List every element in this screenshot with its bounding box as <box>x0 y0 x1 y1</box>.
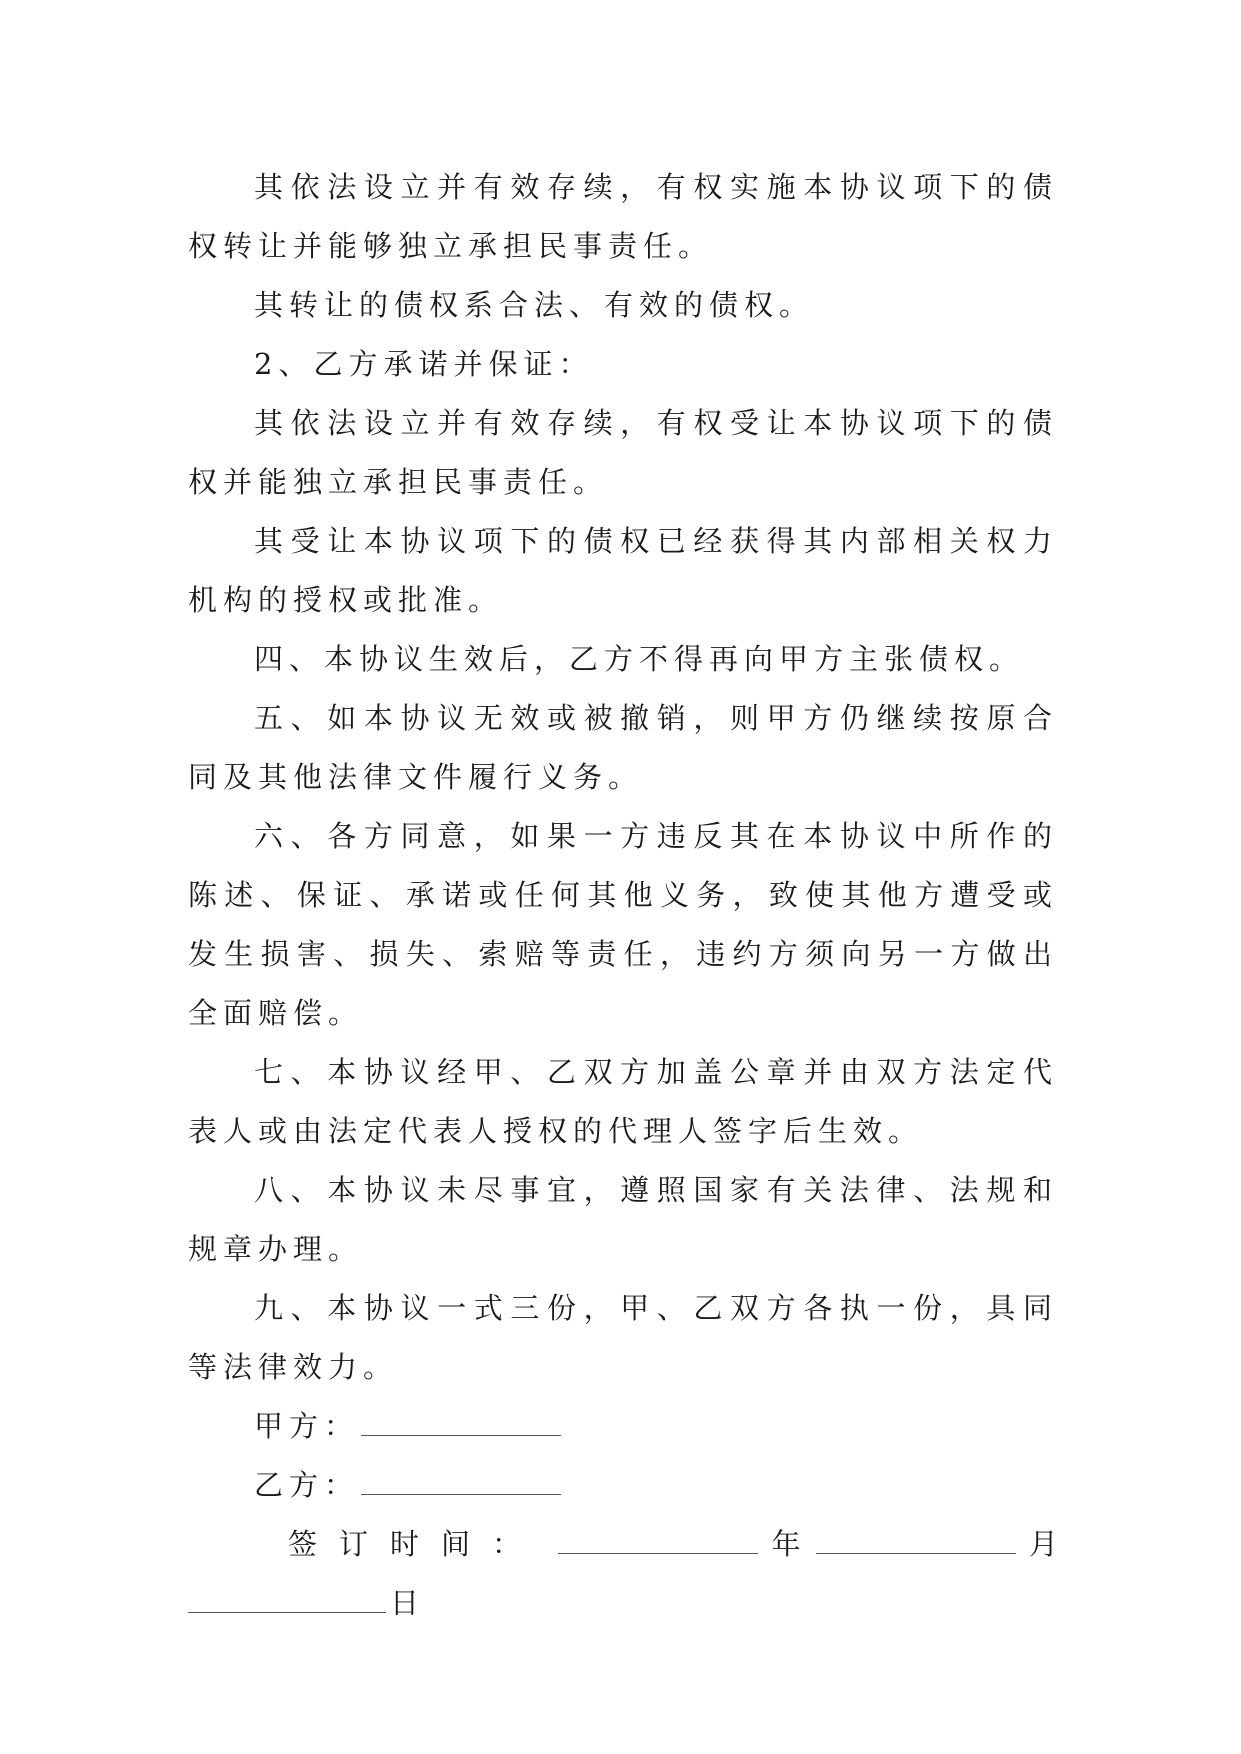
clause-six: 六、各方同意，如果一方违反其在本协议中所作的陈述、保证、承诺或任何其他义务，致使其他方遭受或发生损害、损失、索赔等责任，违约方须向另一方做出全面赔偿。 <box>188 819 1058 1030</box>
year-blank[interactable] <box>558 1531 758 1554</box>
clause-nine: 九、本协议一式三份，甲、乙双方各执一份，具同等法律效力。 <box>188 1291 1058 1384</box>
party-a-blank[interactable] <box>361 1413 561 1436</box>
signing-day-line <box>188 1574 1058 1633</box>
paragraph-party-a-legal-claim: 其转让的债权系合法、有效的债权。 <box>254 288 815 322</box>
paragraph-party-b-establishment: 其依法设立并有效存续，有权受让本协议项下的债权并能独立承担民事责任。 <box>188 406 1058 499</box>
clause-five: 五、如本协议无效或被撤销，则甲方仍继续按原合同及其他法律文件履行义务。 <box>188 701 1058 794</box>
party-b-signature-line <box>188 1456 1058 1515</box>
clause-seven: 七、本协议经甲、乙双方加盖公章并由双方法定代表人或由法定代表人授权的代理人签字后生效。 <box>188 1055 1058 1148</box>
signing-date-label: 签订时间： <box>288 1527 544 1561</box>
day-blank[interactable] <box>188 1590 386 1613</box>
signing-date-line <box>188 1515 1058 1574</box>
month-blank[interactable] <box>816 1531 1016 1554</box>
paragraph-party-a-establishment: 其依法设立并有效存续，有权实施本协议项下的债权转让并能够独立承担民事责任。 <box>188 170 1058 263</box>
document-page <box>188 158 1058 1633</box>
party-b-label: 乙方： <box>254 1468 360 1502</box>
clause-eight: 八、本协议未尽事宜，遵照国家有关法律、法规和规章办理。 <box>188 1173 1058 1266</box>
paragraph-party-b-authorization: 其受让本协议项下的债权已经获得其内部相关权力机构的授权或批准。 <box>188 524 1058 617</box>
party-a-label: 甲方： <box>254 1409 360 1443</box>
party-b-blank[interactable] <box>361 1472 561 1495</box>
clause-four: 四、本协议生效后，乙方不得再向甲方主张债权。 <box>254 642 1025 676</box>
month-label: 月 <box>1028 1527 1058 1561</box>
day-label: 日 <box>390 1586 420 1620</box>
paragraph-party-b-heading: 2、乙方承诺并保证： <box>254 347 594 381</box>
party-a-signature-line <box>188 1397 1058 1456</box>
year-label: 年 <box>771 1527 801 1561</box>
